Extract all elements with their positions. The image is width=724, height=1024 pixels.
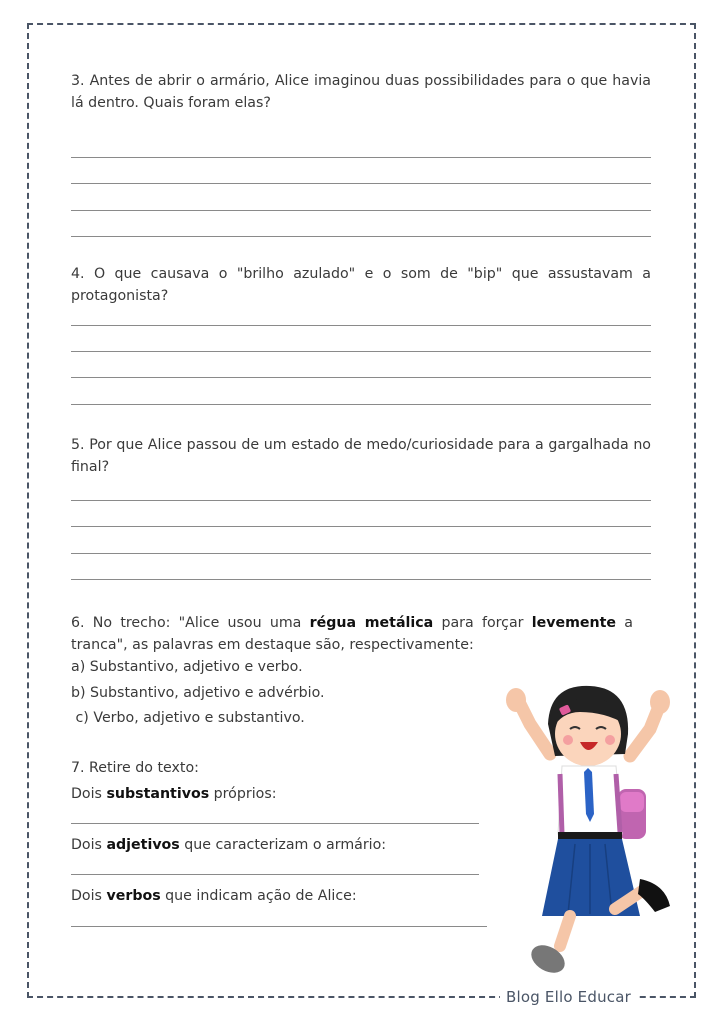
footer-brand: Blog Ello Educar [500,988,637,1006]
highlight-2: levemente [531,615,617,631]
answer-line[interactable] [71,526,651,527]
highlight-1: régua metálica [309,615,434,631]
question-3: 3. Antes de abrir o armário, Alice imaginou duas possibilidades para o que havia lá dentro. Quais foram elas? [71,73,651,111]
q7-item-1: Dois substantivos próprios: [71,786,277,802]
answer-line[interactable] [71,823,479,824]
question-6: 6. No trecho: "Alice usou uma régua metálica para forçar levemente a tranca", as palavras em destaque são, respectivamente: [71,615,633,653]
answer-line[interactable] [71,500,651,501]
question-7-title: 7. Retire do texto: [71,760,199,776]
option-b[interactable]: b) Substantivo, adjetivo e advérbio. [71,685,325,701]
answer-line[interactable] [71,404,651,405]
question-5: 5. Por que Alice passou de um estado de medo/curiosidade para a gargalhada no final? [71,437,651,475]
answer-line[interactable] [71,926,487,927]
answer-line[interactable] [71,874,479,875]
option-a[interactable]: a) Substantivo, adjetivo e verbo. [71,659,303,675]
schoolgirl-illustration [500,684,680,984]
question-4: 4. O que causava o "brilho azulado" e o som de "bip" que assustavam a protagonista? [71,266,651,304]
option-c[interactable]: c) Verbo, adjetivo e substantivo. [71,710,305,726]
answer-line[interactable] [71,236,651,237]
q7-item-3: Dois verbos que indicam ação de Alice: [71,888,357,904]
answer-line[interactable] [71,325,651,326]
q7-item-2: Dois adjetivos que caracterizam o armário: [71,837,387,853]
answer-line[interactable] [71,579,651,580]
answer-line[interactable] [71,157,651,158]
answer-line[interactable] [71,183,651,184]
answer-line[interactable] [71,210,651,211]
answer-line[interactable] [71,351,651,352]
answer-line[interactable] [71,377,651,378]
answer-line[interactable] [71,553,651,554]
